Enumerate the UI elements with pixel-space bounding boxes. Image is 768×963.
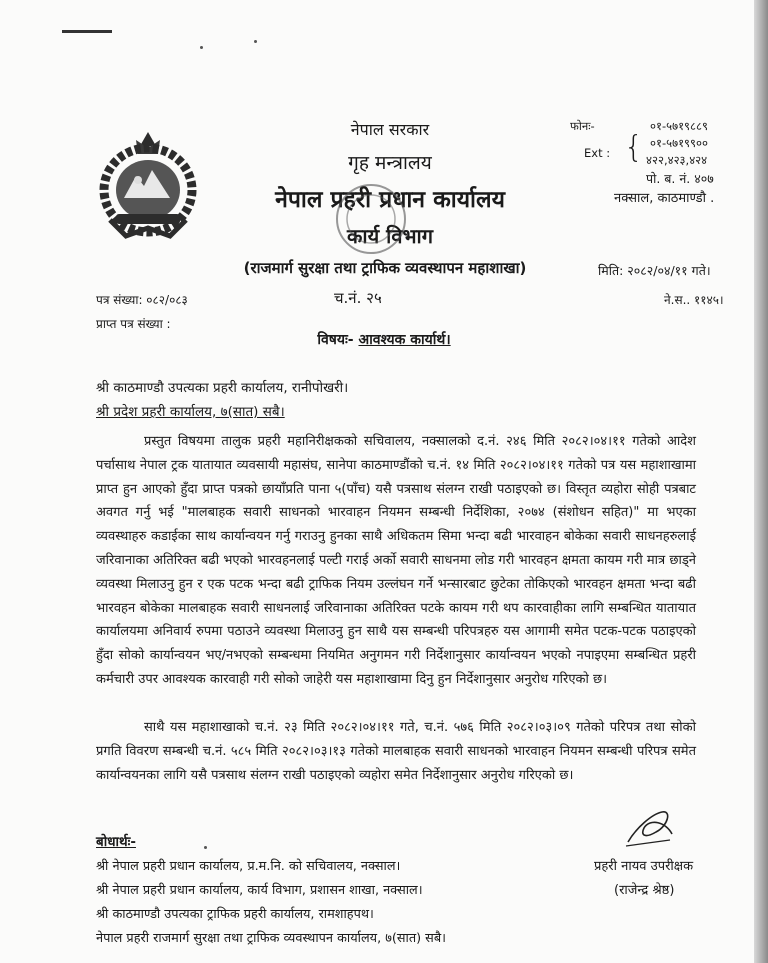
cc-label: बोधार्थः- (96, 834, 136, 850)
cc-item-2: श्री नेपाल प्रहरी प्रधान कार्यालय, कार्य विभाग, प्रशासन शाखा, नक्साल। (96, 883, 423, 898)
body-paragraph-2: साथै यस महाशाखाको च.नं. २३ मिति २०८२।०४।११ गते, च.नं. ५७६ मिति २०८२।०३।०९ गतेको परिपत्र तथा सोको प्रगति विवरण सम्बन्धी च.नं. ५८५ मिति २०८२।०३।१३ गतेको मालबाहक सवारी साधनको भारवाहन नियमन सम्बन्धी परिपत्र समेत कार्यान्वयनका लागि यसै पत्रसाथ संलग्न राखी पठाइएको व्यहोरा समेत निर्देशानुसार अनुरोध गरिएको छ। (96, 720, 696, 783)
scan-speck (204, 846, 207, 849)
header-office: नेपाल प्रहरी प्रधान कार्यालय (275, 187, 505, 213)
ext-numbers: ४२२,४२३,४२४ (646, 153, 708, 167)
dispatch-number: च.नं. २५ (334, 289, 382, 307)
subject-text: आवश्यक कार्यार्थ। (358, 332, 451, 348)
brace-icon: { (624, 130, 644, 165)
scan-mark (62, 30, 112, 33)
scan-speck (254, 40, 257, 43)
cc-item-3: श्री काठमाण्डौ उपत्यका ट्राफिक प्रहरी कार्यालय, रामशाहपथ। (96, 907, 374, 922)
header-department: कार्य विभाग (347, 224, 433, 248)
phone-label: फोनः- (570, 119, 595, 133)
cc-item-1: श्री नेपाल प्रहरी प्रधान कार्यालय, प्र.म.नि. को सचिवालय, नक्साल। (96, 859, 401, 874)
received-letter-number: प्राप्त पत्र संख्या : (96, 317, 171, 331)
office-location: नक्साल, काठमाण्डौ . (614, 191, 715, 206)
header-government: नेपाल सरकार (350, 120, 430, 139)
signature-icon (622, 806, 678, 850)
nepal-police-emblem-icon (96, 128, 200, 242)
ns-number: ने.स.. ११४५। (664, 293, 724, 307)
phone-number-1: ०१-५७१९८८९ (650, 119, 708, 133)
subject-line (240, 330, 528, 349)
signatory-title: प्रहरी नायव उपरीक्षक (594, 859, 694, 874)
po-box: पो. ब. नं. ४०७ (646, 171, 714, 186)
office-seal-icon (332, 180, 410, 258)
ext-label: Ext : (584, 146, 611, 160)
scan-edge (754, 0, 768, 963)
addressee-2: श्री प्रदेश प्रहरी कार्यालय, ७(सात) सबै। (96, 404, 285, 420)
scan-speck (200, 46, 203, 49)
phone-number-2: ०१-५७१९९०० (650, 136, 708, 150)
cc-item-4: नेपाल प्रहरी राजमार्ग सुरक्षा तथा ट्राफिक व्यवस्थापन कार्यालय, ७(सात) सबै। (96, 931, 446, 946)
letter-date: मिति: २०८२/०४/११ गते। (598, 263, 711, 278)
addressee-1: श्री काठमाण्डौ उपत्यका प्रहरी कार्यालय, रानीपोखरी। (96, 380, 349, 396)
signatory-name: (राजेन्द्र श्रेष्ठ) (614, 883, 675, 898)
header-division: (राजमार्ग सुरक्षा तथा ट्राफिक व्यवस्थापन महाशाखा) (243, 259, 527, 277)
body-paragraph-1: प्रस्तुत विषयमा तालुक प्रहरी महानिरीक्षकको सचिवालय, नक्सालको द.नं. २४६ मिति २०८२।०४।११ गतेको आदेश पर्चासाथ नेपाल ट्रक यातायात व्यवसायी महासंघ, सानेपा काठमाण्डौंको च.नं. १४ मिति २०८२।०४।११ गतेको पत्र यस महाशाखामा प्राप्त हुन आएको हुँदा प्राप्त पत्रको छायाँप्रति पाना ५(पाँच) यसै पत्रसाथ संलग्न राखी पठाइएको छ। विस्तृत व्यहोरा सोही पत्रबाट अवगत गर्नु भई "मालबाहक सवारी साधनको भारवाहन नियमन सम्बन्धी निर्देशिका, २०७४ (संशोधन सहित)" मा भएका व्यवस्थाहरु कडाईका साथ कार्यान्वयन गर्नु गराउनु हुनका साथै अधिकतम सिमा भन्दा बढी भारवाहन बोकेका सवारी साधनहरुलाई जरिवानाका अतिरिक्त बढी भएको भारवहनलाई पल्टी गराई अर्को सवारी साधनमा लोड गरी भारवहन क्षमता कायम गरी मात्र छाड्ने व्यवस्था मिलाउनु हुन र एक पटक भन्दा बढी ट्राफिक नियम उल्लंघन गर्ने भन्सारबाट छुटेका तोकिएको भारवहन क्षमता भन्दा बढी भारवहन बोकेका मालबाहक सवारी साधनलाई जरिवानाका अतिरिक्त पटके कायम गरी थप कारवाहीका लागि सम्बन्धित यातायात कार्यालयमा अनिवार्य रुपमा पठाउने व्यवस्था मिलाउनु हुन साथै यस सम्बन्धी परिपत्रहरु यस आगामी समेत पटक-पटक पठाइएको हुँदा सोको कार्यान्वयन भए/नभएको सम्बन्धमा नियमित अनुगमन गरी निर्देशानुसार कार्यान्वयन भएको नपाइएमा सम्बन्धित प्रहरी कर्मचारी उपर आवश्यक कारवाही गरी सोको जाहेरी यस महाशाखामा दिनु हुन निर्देशानुसार अनुरोध गरिएको छ। (96, 434, 696, 687)
subject-label: विषयः- (317, 332, 359, 348)
header-ministry: गृह मन्त्रालय (348, 152, 432, 174)
letter-number: पत्र संख्या: ०८२/०८३ (96, 293, 188, 307)
